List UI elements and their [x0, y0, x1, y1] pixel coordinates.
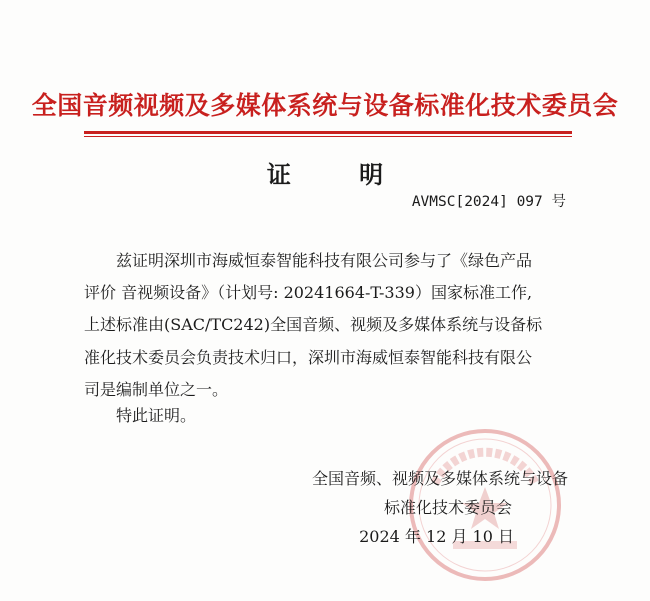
- letterhead-rule-thick: [84, 131, 572, 134]
- letterhead-organization: 全国音频视频及多媒体系统与设备标准化技术委员会: [31, 91, 619, 120]
- document-number: AVMSC[2024] 097 号: [411, 194, 566, 210]
- body-line: 评价 音视频设备》（计划号: 20241664-T-339）国家标准工作,: [84, 283, 533, 303]
- body-line: 准化技术委员会负责技术归口，深圳市海威恒泰智能科技有限公: [84, 347, 533, 367]
- closing-phrase: 特此证明。: [116, 406, 197, 425]
- letterhead-rule-thin: [84, 136, 572, 137]
- signature-date: 2024 年 12 月 10 日: [359, 527, 514, 546]
- signature-organization-line-1: 全国音频、视频及多媒体系统与设备: [311, 469, 568, 488]
- signature-block: [312, 464, 568, 551]
- body-line: 司是编制单位之一。: [84, 379, 229, 399]
- signature-organization-line-2: 标准化技术委员会: [383, 498, 512, 517]
- document-body: [84, 245, 572, 406]
- body-line: 兹证明深圳市海威恒泰智能科技有限公司参与了《绿色产品: [116, 251, 533, 270]
- body-line: 上述标准由(SAC/TC242)全国音频、视频及多媒体系统与设备标: [84, 315, 543, 335]
- document-title: 证 明: [266, 160, 414, 189]
